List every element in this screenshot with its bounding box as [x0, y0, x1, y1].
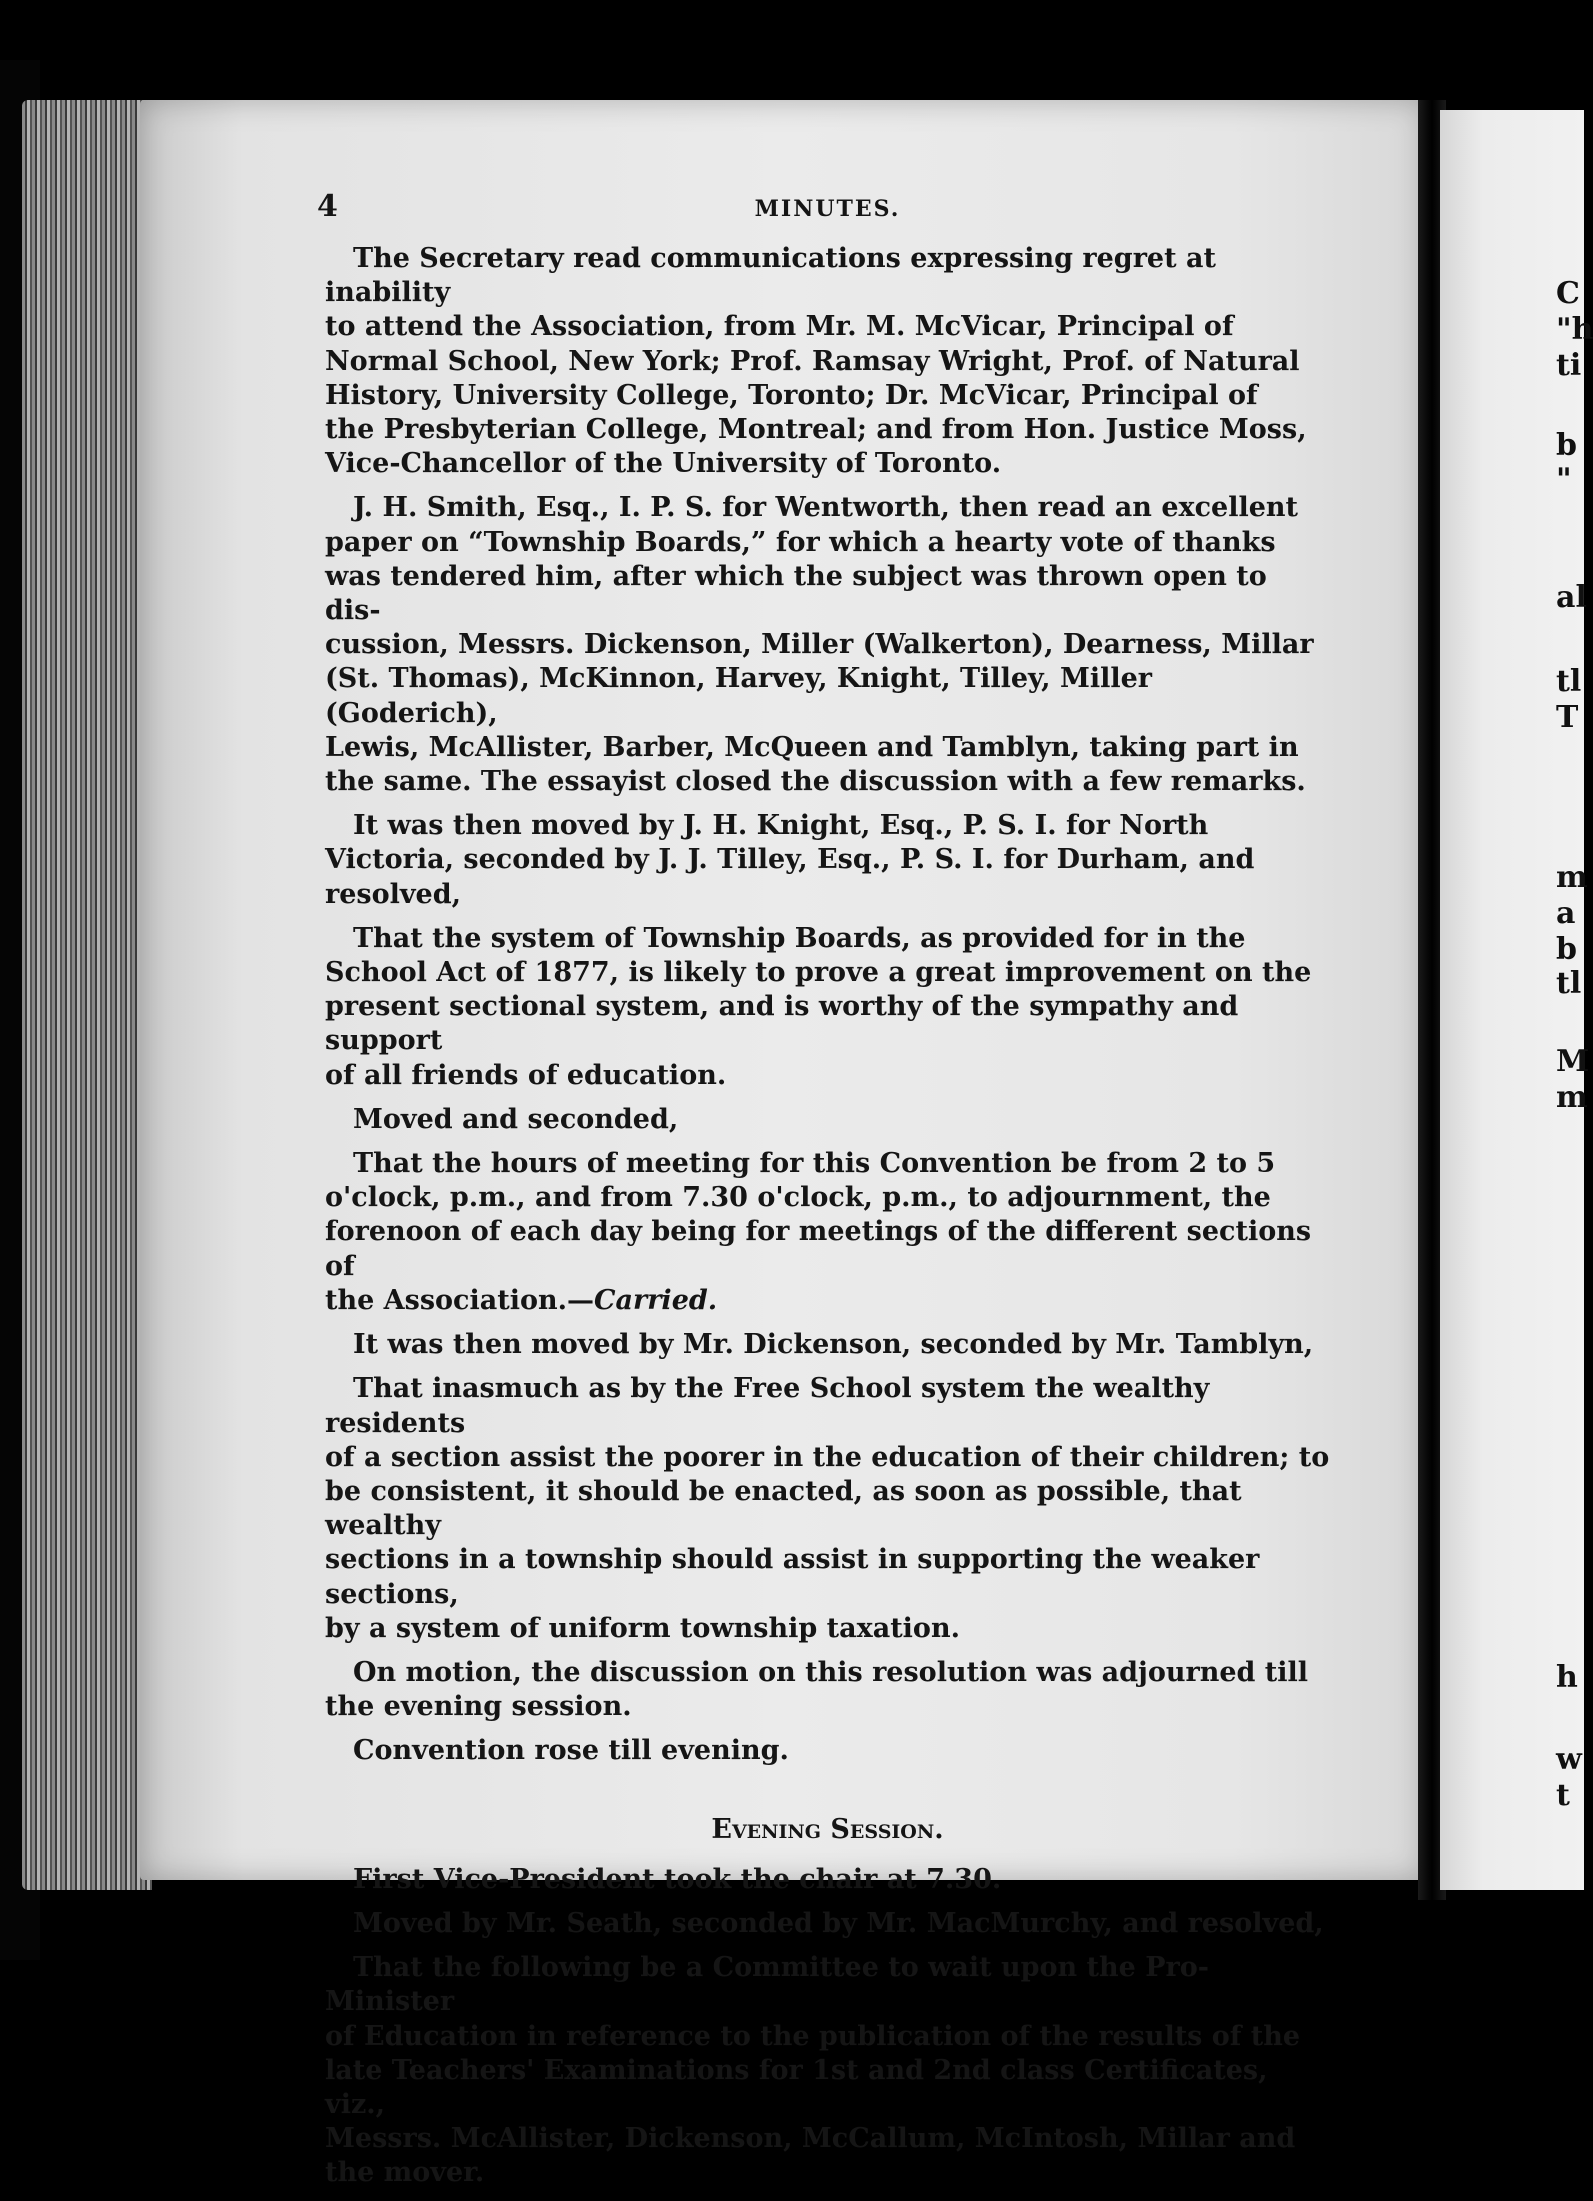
text-line: present sectional system, and is worthy of the sympathy and support [325, 991, 1239, 1057]
text-line: sections in a township should assist in supporting the weaker sections, [325, 1544, 1260, 1610]
text-line: It was then moved by Mr. Dickenson, seconded by Mr. Tamblyn, [353, 1329, 1314, 1361]
text-line: late Teachers' Examinations for 1st and 2nd class Certificates, viz., [325, 2054, 1268, 2120]
text-line: of all friends of education. [325, 1059, 727, 1091]
text-line: the mover. [325, 2157, 485, 2189]
facing-page-fragment: w [1556, 1742, 1582, 1777]
carried-note: Carried. [594, 1284, 718, 1316]
text-line: Moved by Mr. Seath, seconded by Mr. MacMurchy, and resolved, [353, 1907, 1324, 1939]
facing-page-fragment: C [1556, 276, 1580, 311]
text-line: by a system of uniform township taxation. [325, 1612, 960, 1644]
text-line: resolved, [325, 878, 462, 910]
paragraph [325, 1656, 1330, 1724]
facing-page-fragment: b [1556, 932, 1577, 967]
section-heading: Evening Session. [711, 1813, 944, 1845]
text-line: It was then moved by J. H. Knight, Esq., P. S. I. for North [353, 810, 1209, 842]
paragraph [325, 809, 1330, 912]
text-line: That inasmuch as by the Free School system the wealthy residents [325, 1373, 1210, 1439]
text-line: Vice-Chancellor of the University of Toronto. [325, 448, 1002, 480]
text-line: the Presbyterian College, Montreal; and from Hon. Justice Moss, [325, 414, 1307, 446]
facing-page-fragment: a [1556, 896, 1576, 931]
text-line: That the hours of meeting for this Convention be from 2 to 5 [353, 1148, 1276, 1180]
page-header [317, 189, 1330, 242]
facing-page-fragment: "h [1556, 312, 1593, 347]
facing-page-fragment: h [1556, 1660, 1578, 1695]
text-line: J. H. Smith, Esq., I. P. S. for Wentworth, then read an excellent [353, 492, 1298, 524]
text-line: the same. The essayist closed the discussion with a few remarks. [325, 766, 1306, 798]
text-line: be consistent, it should be enacted, as soon as possible, that wealthy [325, 1475, 1242, 1542]
text-line: (St. Thomas), McKinnon, Harvey, Knight, Tilley, Miller (Goderich), [325, 663, 1153, 729]
facing-page-fragment: T [1556, 700, 1579, 735]
text-line: The Secretary read communications expressing regret at inability [325, 243, 1216, 309]
text-line: paper on “Township Boards,” for which a hearty vote of thanks [325, 526, 1276, 558]
facing-page-fragment: " [1556, 462, 1572, 497]
paragraph [325, 922, 1330, 1093]
text-line: Moved and seconded, [353, 1103, 679, 1135]
text-line: to attend the Association, from Mr. M. McVicar, Principal of [325, 311, 1234, 343]
text-line: That the system of Township Boards, as provided for in the [353, 922, 1246, 954]
facing-page-fragment: tl [1556, 664, 1582, 699]
text-line: Lewis, McAllister, Barber, McQueen and Tamblyn, taking part in [325, 731, 1299, 763]
paragraph [325, 1147, 1330, 1318]
facing-page-fragment: ti [1556, 348, 1582, 383]
text-line: History, University College, Toronto; Dr. McVicar, Principal of [325, 379, 1258, 411]
facing-page-fragment: b [1556, 428, 1577, 463]
text-line: of Education in reference to the publication of the results of the [325, 2020, 1301, 2052]
text-line: the evening session. [325, 1691, 632, 1723]
minutes-body [325, 242, 1330, 1769]
paragraph [325, 1951, 1330, 2190]
book-page-edges [22, 100, 152, 1890]
text-line: First Vice-President took the chair at 7.30. [353, 1863, 1002, 1895]
facing-page-fragment: tl [1556, 966, 1582, 1001]
evening-session-body [325, 1863, 1330, 2191]
text-line: of a section assist the poorer in the education of their children; to [325, 1441, 1330, 1473]
paragraph [325, 1103, 1330, 1137]
text-line: cussion, Messrs. Dickenson, Miller (Walkerton), Dearness, Millar [325, 629, 1314, 661]
page-content [317, 189, 1330, 2201]
text-line: was tendered him, after which the subject was thrown open to dis- [325, 560, 1267, 627]
text-line: forenoon of each day being for meetings of the different sections of [325, 1216, 1312, 1282]
text-line: That the following be a Committee to wait upon the Pro-Minister [325, 1952, 1209, 2018]
paragraph [325, 242, 1330, 481]
paragraph [325, 1907, 1330, 1941]
text-line: the Association.—Carried. [325, 1284, 718, 1316]
text-line: Normal School, New York; Prof. Ramsay Wright, Prof. of Natural [325, 345, 1300, 377]
text-line: On motion, the discussion on this resolution was adjourned till [353, 1656, 1309, 1688]
facing-page-fragment: t [1556, 1778, 1570, 1813]
facing-page-fragment: al [1556, 580, 1587, 615]
facing-page-fragment: m [1556, 1080, 1588, 1115]
text-line: Victoria, seconded by J. J. Tilley, Esq., P. S. I. for Durham, and [325, 844, 1255, 876]
text-line: Convention rose till evening. [353, 1735, 789, 1767]
text-line: Messrs. McAllister, Dickenson, McCallum, McIntosh, Millar and [325, 2123, 1296, 2155]
running-head: MINUTES. [754, 196, 901, 222]
facing-page-fragment: m [1556, 860, 1588, 895]
paragraph [325, 1372, 1330, 1646]
text-line: o'clock, p.m., and from 7.30 o'clock, p.m., to adjournment, the [325, 1182, 1271, 1214]
paragraph [325, 1734, 1330, 1768]
paragraph [325, 1863, 1330, 1897]
paragraph [325, 491, 1330, 799]
facing-page-fragment: M [1556, 1044, 1590, 1079]
page-number: 4 [317, 189, 338, 224]
paragraph [325, 1328, 1330, 1362]
text-line: School Act of 1877, is likely to prove a great improvement on the [325, 957, 1312, 989]
